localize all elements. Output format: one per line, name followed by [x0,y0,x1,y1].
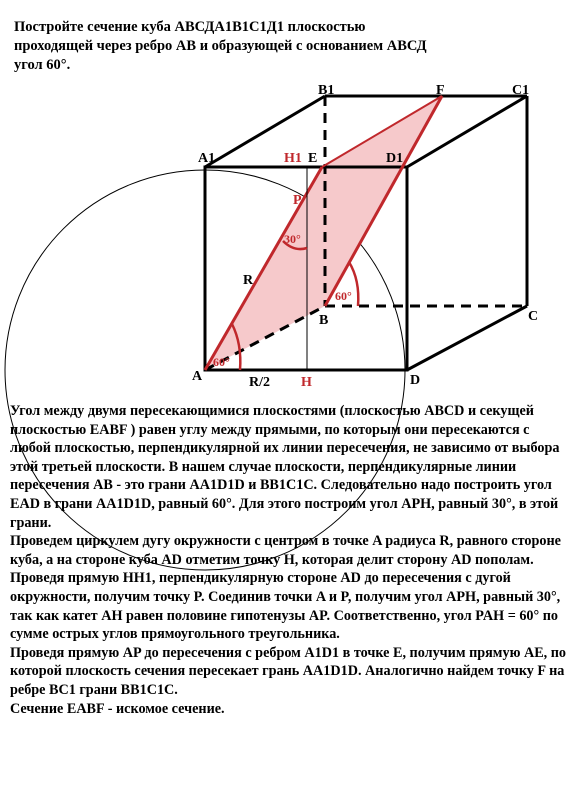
solution-paragraph-3: Проведя прямую AP до пересечения с ребром A1D1 в точке E, получим прямую AE, по которой плоскость сечения пересекает грань AA1D1D. Аналогично найдем точку F на ребре BC1 грани BB1C1C. [10,644,567,698]
label-r: R [243,273,254,288]
label-f: F [436,83,445,98]
task-line-2: проходящей через ребро АВ и образующей с основанием АВСД [14,38,427,54]
label-c: C [528,309,539,324]
solution-text [10,402,570,718]
solution-paragraph-1: Угол между двумя пересекающимися плоскостями (плоскостью ABCD и секущей плоскостью EABF ) равен углу между прямыми, по которым они пересекаются с любой плоскостью, перпендикулярной их линии пересечения, не зависимо от выбора этой третьей плоскости. В нашем случае плоскости, перпендикулярные линии пересечения AB - это грани AA1D1D и BB1C1C. Следовательно надо построить угол EAD в грани AA1D1D, равный 60°. Для этого построим угол APH, равный 30°, в этой грани. [10,403,560,531]
angle-label-30: 30° [284,232,301,246]
task-statement [14,18,534,75]
edge-d-c [407,306,527,370]
label-a: A [192,369,203,384]
label-p: P [293,193,302,208]
label-h: H [301,375,312,390]
label-c1: C1 [512,83,530,98]
label-a1: A1 [198,151,216,166]
label-d: D [410,373,421,388]
angle-label-60-left: 60° [213,355,230,369]
solution-paragraph-2: Проведем циркулем дугу окружности с центром в точке A радиуса R, равного стороне куба, а на стороне куба AD отметим точку H, которая делит сторону AD пополам. Проведя прямую HH1, перпендикулярную стороне AD до пересечения с дугой окружности, получим точку P. Соединив точки A и P, получим угол APH, равный 30°, так как катет AH равен половине гипотенузы AP. Соответственно, угол PAH = 60° по сумме острых углов прямоугольного треугольника. [10,533,561,643]
label-h1: H1 [284,151,302,166]
label-b: B [319,313,329,328]
label-e: E [308,151,318,166]
label-r-half: R/2 [249,375,270,390]
task-line-1: Постройте сечение куба АВСДА1В1С1Д1 плоскостью [14,19,366,35]
edge-a1-b1 [205,96,325,167]
angle-label-60-right: 60° [335,289,352,303]
solution-paragraph-4: Сечение EABF - искомое сечение. [10,700,225,717]
label-d1: D1 [386,151,404,166]
label-b1: B1 [318,83,335,98]
task-line-3: угол 60°. [14,57,71,73]
